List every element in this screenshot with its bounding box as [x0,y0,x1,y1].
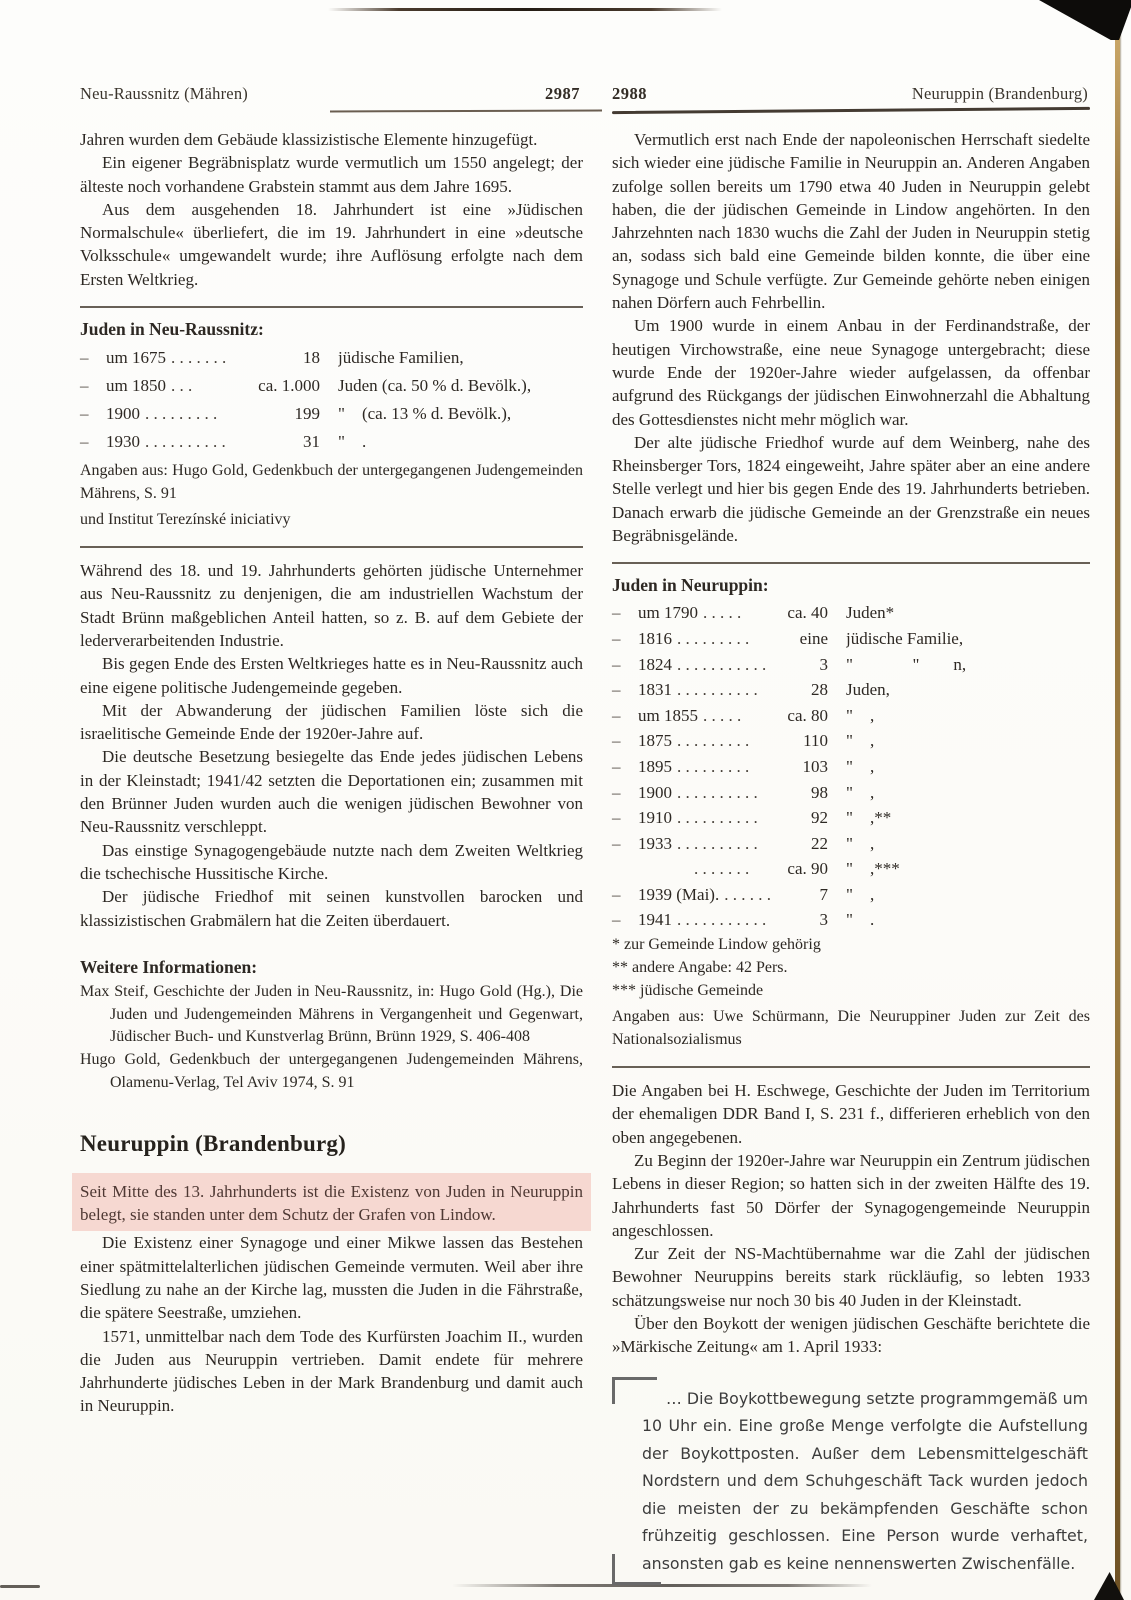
dot-leader: . . . . . [702,603,742,623]
row-value: 7 [819,884,828,904]
row-year: 1824 [638,654,672,674]
bibliography-list [80,981,583,1095]
dot-leader: . . . . . [702,705,742,725]
newspaper-quote-block [612,1375,1090,1586]
paragraph: Jahren wurden dem Gebäude klassizistische Elemente hinzugefügt. [80,130,538,149]
paragraph: Über den Boykott der wenigen jüdischen Geschäfte berichtete die »Märkische Zeitung« am 1. April 1933: [612,1314,1090,1357]
paragraph: Zu Beginn der 1920er-Jahre war Neuruppin ein Zentrum jüdischen Lebens in dieser Region; so hatten sich in der zweiten Hälfte des 19. Jahrhunderts fast 50 Dörfer der Synagogengemeinde Neuruppin angeschlossen. [612,1150,1090,1240]
row-note: " . [846,910,875,930]
table-row [80,372,583,400]
row-note: " , [846,833,875,853]
paragraph: Der jüdische Friedhof mit seinen kunstvollen barocken und klassizistischen Grabmälern hat die Zeiten überdauert. [80,887,583,930]
table-row [612,856,1090,882]
table-rows [612,600,1090,933]
row-value: 31 [303,432,320,452]
row-note: jüdische Familien, [338,348,464,368]
dot-leader: . . . . . . . . . . [677,833,758,853]
paragraph: Ein eigener Begräbnisplatz wurde vermutlich um 1550 angelegt; der älteste noch vorhandene Grabstein stammt aus dem Jahre 1695. [80,153,583,196]
table-row [612,907,1090,933]
row-note: " , [846,756,875,776]
row-year: 1930 [106,432,140,452]
row-dash-marker: – [612,808,621,828]
row-year: um 1850 [106,376,166,396]
paragraph: Bis gegen Ende des Ersten Weltkrieges hatte es in Neu-Raussnitz auch eine eigene politische Judengemeinde gegeben. [80,654,583,697]
dot-leader: . . . . . . . . . . . [677,654,767,674]
row-note: " , [846,782,875,802]
table-row [612,728,1090,754]
row-value: 22 [811,833,828,853]
dot-leader: . . . . . . . . . [677,731,750,751]
row-note: " (ca. 13 % d. Bevölk.), [338,404,512,424]
row-year: 1941 [638,910,672,930]
row-dash-marker: – [612,910,621,930]
paragraph: Das einstige Synagogengebäude nutzte nach dem Zweiten Weltkrieg die tschechische Hussitische Kirche. [80,840,583,883]
statistics-table-neu-raussnitz [80,319,583,531]
paragraph: Die Existenz einer Synagoge und einer Mikwe lassen das Bestehen einer spätmittelalterlichen jüdischen Gemeinde vermuten. Weil aber ihre Siedlung zu nahe an der Kirche lag, mussten die Juden in die Fährstraße, die spätere Seestraße, umziehen. [80,1233,583,1323]
table-footnote: *** jüdische Gemeinde [612,982,764,1000]
quote-bracket-top-icon [612,1377,657,1404]
row-value: 28 [811,680,828,700]
table-row [80,344,583,372]
table-source: Angaben aus: Hugo Gold, Gedenkbuch der untergegangenen Judengemeinden Mährens, S. 91 [80,462,583,503]
row-year: 1895 [638,756,672,776]
row-dash-marker: – [80,376,89,396]
row-value: 103 [802,756,828,776]
table-footnotes [612,933,1090,1002]
running-header-left [80,84,580,104]
row-year: 1816 [638,628,672,648]
dot-leader: . . . . . . . [170,348,227,368]
page-number-right: 2988 [612,84,647,103]
dot-leader: . . . . . . . . . [145,404,218,424]
row-year: um 1855 [638,705,698,725]
row-value: ca. 40 [787,603,828,623]
row-note: " , [846,705,875,725]
row-note: " ,** [846,808,892,828]
table-row [612,780,1090,806]
highlighted-text: Seit Mitte des 13. Jahrhunderts ist die Existenz von Juden in Neuruppin belegt, sie standen unter dem Schutz der Grafen von Lindow. [80,1181,583,1225]
table-divider-bottom [80,546,583,548]
table-row [80,428,583,456]
row-dash-marker: – [80,404,89,424]
table-source: Angaben aus: Uwe Schürmann, Die Neuruppiner Juden zur Zeit des Nationalsozialismus [612,1008,1090,1049]
running-header-right [612,84,1088,104]
table-row [612,626,1090,652]
row-dash-marker: – [612,833,621,853]
row-dash-marker: – [612,603,621,623]
row-note: " ,*** [846,859,900,879]
table-row [612,882,1090,908]
statistics-table-neuruppin [612,575,1090,1051]
page-curl-top-icon [1039,0,1131,40]
paragraph: Die Angaben bei H. Eschwege, Geschichte der Juden im Territorium der ehemaligen DDR Band I, S. 231 f., differieren erheblich von den oben angegebenen. [612,1081,1090,1147]
row-dash-marker [612,856,638,882]
row-value: 199 [294,404,320,424]
row-dash-marker: – [612,680,621,700]
table-row [612,652,1090,678]
row-year: um 1675 [106,348,166,368]
bibliography-entry: Max Steif, Geschichte der Juden in Neu-Raussnitz, in: Hugo Gold (Hg.), Die Juden und Judengemeinden Mährens in Vergangenheit und Gegenwart, Jüdischer Buch- und Kunstverlag Brünn, Brünn 1929, S. 406-408 [80,982,583,1046]
row-dash-marker: – [80,432,89,452]
row-year: 1900 [638,782,672,802]
row-note: Juden (ca. 50 % d. Bevölk.), [338,376,532,396]
row-year: 1875 [638,731,672,751]
table-rows [80,344,583,456]
row-value: eine [799,628,828,648]
table-row [612,805,1090,831]
paragraph: Während des 18. und 19. Jahrhunderts gehörten jüdische Unternehmer aus Neu-Raussnitz zu denjenigen, die am industriellen Wachstum der Stadt Brünn maßgeblichen Anteil hatten, so z. B. auf dem Gebiete der lederverarbeitenden Industrie. [80,561,583,650]
row-year: um 1790 [638,603,698,623]
row-dash-marker: – [80,348,89,368]
section-heading-neuruppin: Neuruppin (Brandenburg) [80,1130,346,1156]
header-divider-left [330,110,602,113]
paragraph: Vermutlich erst nach Ende der napoleonischen Herrschaft siedelte sich wieder eine jüdische Familie in Neuruppin an. Anderen Angaben zufolge sollen bereits um 1790 etwa 40 Juden in Neuruppin gelebt haben, die der jüdischen Gemeinde in Lindow angehörten. In den Jahrzehnten nach 1830 wuchs die Zahl der Juden in Neuruppin stetig an, sodass sich bald eine Gemeinde bilden konnte, die über eine Synagoge und Schule verfügte. Zur Gemeinde gehörte neben einigen nahen Dörfern auch Fehrbellin. [612,130,1090,313]
row-dash-marker: – [612,628,621,648]
row-year [638,856,689,882]
paragraph: Mit der Abwanderung der jüdischen Familien löste sich die israelitische Gemeinde Ende der 1920er-Jahre auf. [80,700,583,744]
row-dash-marker: – [612,782,621,802]
page-number-left: 2987 [545,84,580,103]
dot-leader: . . . . . . . . . . . [677,910,767,930]
row-value: 3 [819,910,828,930]
dot-leader: . . . . . . . . . . [145,432,226,452]
row-dash-marker: – [612,884,621,904]
right-column [612,128,1090,1585]
row-value: ca. 80 [787,705,828,725]
header-divider-right [612,107,1090,114]
table-row [612,600,1090,626]
row-dash-marker: – [612,756,621,776]
dot-leader: . . . . . . . [694,859,750,879]
row-note: " , [846,731,875,751]
row-year: 1939 (Mai). [638,884,720,904]
dot-leader: . . . [170,376,193,396]
row-note: Juden, [846,680,890,700]
scan-smudge-left [0,1585,40,1588]
row-value: 3 [819,654,828,674]
row-dash-marker: – [612,654,621,674]
paragraph: 1571, unmittelbar nach dem Tode des Kurfürsten Joachim II., wurden die Juden aus Neuruppin vertrieben. Damit endete für mehrere Jahrhunderte jüdisches Leben in der Mark Brandenburg und damit auch in Neuruppin. [80,1326,583,1416]
bibliography-entry: Hugo Gold, Gedenkbuch der untergegangenen Judengemeinden Mährens, Olamenu-Verlag, Tel Aviv 1974, S. 91 [80,1051,583,1092]
paragraph: Zur Zeit der NS-Machtübernahme war die Zahl der jüdischen Bewohner Neuruppins bereits stark rückläufig, so lebten 1933 schätzungsweise nur noch 30 bis 40 Juden in der Kleinstadt. [612,1244,1090,1310]
table-divider-top [612,562,1090,564]
row-dash-marker: – [612,731,621,751]
dot-leader: . . . . . . . . . [677,756,750,776]
row-value: 92 [811,808,828,828]
table-row [80,400,583,428]
row-note: " " n, [846,654,967,674]
row-note: " . [338,432,367,452]
row-note: jüdische Familie, [846,628,964,648]
table-divider-top [80,306,583,308]
book-page-edge [1115,34,1120,1600]
running-title-left: Neu-Raussnitz (Mähren) [80,84,248,103]
table-row [612,831,1090,857]
row-value: 98 [811,782,828,802]
table-footnote: * zur Gemeinde Lindow gehörig [612,936,821,954]
table-row [612,703,1090,729]
highlighted-passage [72,1173,591,1232]
dot-leader: . . . . . . . . . . [677,808,758,828]
table-source: und Institut Terezínské iniciativy [80,511,291,529]
paragraph: Um 1900 wurde in einem Anbau in der Ferdinandstraße, der heutigen Virchowstraße, eine neue Synagoge untergebracht; diese wurde Ende der 1920er-Jahre wieder aufgelassen, da offenbar aufgrund des Rückgangs der jüdischen Einwohnerzahl die Abhaltung des Gottesdienstes nicht mehr möglich war. [612,316,1090,429]
dot-leader: . . . . . . . . . . [677,782,758,802]
dot-leader: . . . . . . [724,884,771,904]
row-note: Juden* [846,603,895,623]
table-title: Juden in Neuruppin: [612,575,769,596]
table-divider-bottom [612,1066,1090,1068]
quote-bracket-bottom-icon [612,1554,661,1585]
dot-leader: . . . . . . . . . [677,628,750,648]
row-year: 1910 [638,808,672,828]
newspaper-quote-text: … Die Boykottbewegung setzte programmgemäß um 10 Uhr ein. Eine große Menge verfolgte die Aufstellung der Boykottposten. Außer dem Lebensmittelgeschäft Nordstern und dem Schuhgeschäft Tack wurden jedoch die meisten der zu bekämpfenden Geschäfte schon frühzeitig geschlossen. Eine Person wurde verhaftet, ansonsten gab es keine nennenswerten Zwischenfälle. [642,1388,1088,1573]
row-value: 110 [803,731,828,751]
scan-edge-top [328,8,722,11]
row-year: 1900 [106,404,140,424]
row-year: 1933 [638,833,672,853]
row-year: 1831 [638,680,672,700]
dot-leader: . . . . . . . . . . [677,680,758,700]
row-value: 18 [303,348,320,368]
row-dash-marker: – [612,705,621,725]
table-row [612,754,1090,780]
paragraph: Die deutsche Besetzung besiegelte das Ende jedes jüdischen Lebens in der Kleinstadt; 1941/42 setzten die Deportationen ein; zusammen mit den Brünner Juden wurden auch die wenigen jüdischen Bewohner von Neu-Raussnitz verschleppt. [80,747,583,837]
further-information-heading: Weitere Informationen: [80,956,258,977]
paragraph: Aus dem ausgehenden 18. Jahrhundert ist eine »Jüdischen Normalschule« überliefert, die im 19. Jahrhundert in eine »deutsche Volksschule« umgewandelt wurde; ihre Auflösung erfolgte nach dem Ersten Weltkrieg. [80,199,583,289]
table-row [612,677,1090,703]
table-footnote: ** andere Angabe: 42 Pers. [612,959,788,977]
left-column [80,128,583,1418]
running-title-right: Neuruppin (Brandenburg) [911,84,1088,103]
row-note: " , [846,884,875,904]
paragraph: Der alte jüdische Friedhof wurde auf dem Weinberg, nahe des Rheinsberger Tors, 1824 eingeweiht, Jahre später aber an eine andere Stelle verlegt und hier bis gegen Ende des 19. Jahrhunderts betrieben. Danach erwarb die jüdische Gemeinde an der Grenzstraße ein neues Begräbnisgelände. [612,432,1090,546]
row-value: ca. 90 [787,859,828,879]
table-title: Juden in Neu-Raussnitz: [80,319,264,340]
row-value: ca. 1.000 [258,376,320,396]
